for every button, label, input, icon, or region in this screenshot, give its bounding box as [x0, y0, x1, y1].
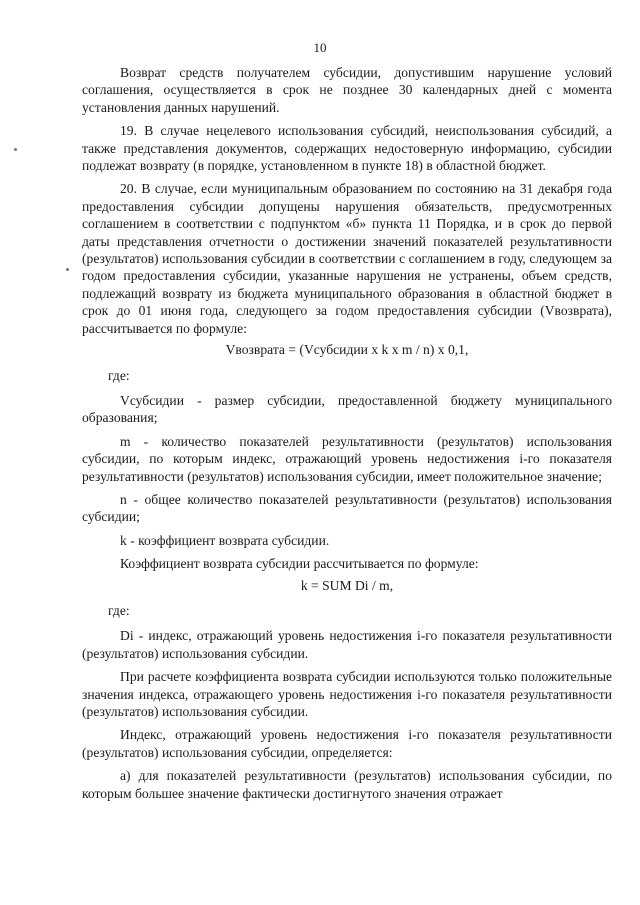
- scan-speck: [14, 148, 17, 151]
- paragraph-19: 19. В случае нецелевого использования субсидий, неиспользования субсидий, а также представления документов, содержащих недостоверную информацию, субсидии подлежат возврату (в порядке, установленном в пункте 18) в областной бюджет.: [82, 123, 612, 174]
- where-label-2: где:: [108, 602, 130, 618]
- paragraph-20: 20. В случае, если муниципальным образованием по состоянию на 31 декабря года предоставления субсидии допущены нарушения обязательств, предусмотренных соглашением в соответствии с подпунктом «б» пункта 11 Порядка, и в срок до первой даты представления отчетности о достижении значений показателей результативности (результатов) использования субсидии в соответствии с соглашением в году, следующем за годом предоставления субсидии, указанные нарушения не устранены, объем средств, подлежащий возврату из бюджета муниципального образования в областной бюджет в срок до 01 июня года, следующего за годом предоставления субсидии (Vвозврата), рассчитывается по формуле:: [82, 181, 612, 336]
- paragraph-subitem-a: а) для показателей результативности (результатов) использования субсидии, по которым большее значение фактически достигнутого значения отражает: [82, 768, 612, 801]
- definition-m: m - количество показателей результативности (результатов) использования субсидии, по которым индекс, отражающий уровень недостижения i-го показателя результативности (результатов) использования субсидии, имеет положительное значение;: [82, 433, 612, 484]
- paragraph-index-definition: Индекс, отражающий уровень недостижения i-го показателя результативности (результатов) использования субсидии, определяется:: [82, 727, 612, 760]
- definition-k: k - коэффициент возврата субсидии.: [120, 532, 330, 548]
- definition-n: n - общее количество показателей результативности (результатов) использования субсидии;: [82, 491, 612, 525]
- where-label: где:: [108, 367, 130, 383]
- paragraph-positive-values: При расчете коэффициента возврата субсидии используются только положительные значения индекса, отражающего уровень недостижения i-го показателя результативности (результатов) использования субсидии.: [82, 669, 612, 719]
- formula-refund-volume: Vвозврата = (Vсубсидии x k x m / n) x 0,1,: [225, 342, 469, 358]
- page-number: 10: [313, 40, 327, 55]
- formula-k: k = SUM Di / m,: [300, 577, 394, 593]
- definition-di: Di - индекс, отражающий уровень недостижения i-го показателя результативности (результатов) использования субсидии.: [82, 628, 612, 661]
- definition-v-subsidy: Vсубсидии - размер субсидии, предоставленной бюджету муниципального образования;: [82, 392, 612, 426]
- paragraph-k-intro: Коэффициент возврата субсидии рассчитывается по формуле:: [120, 556, 479, 572]
- paragraph-refund-term: Возврат средств получателем субсидии, допустившим нарушение условий соглашения, осуществляется в срок не позднее 30 календарных дней с момента установления данных нарушений.: [82, 65, 612, 115]
- scan-speck: [66, 268, 69, 271]
- document-body: [82, 64, 612, 808]
